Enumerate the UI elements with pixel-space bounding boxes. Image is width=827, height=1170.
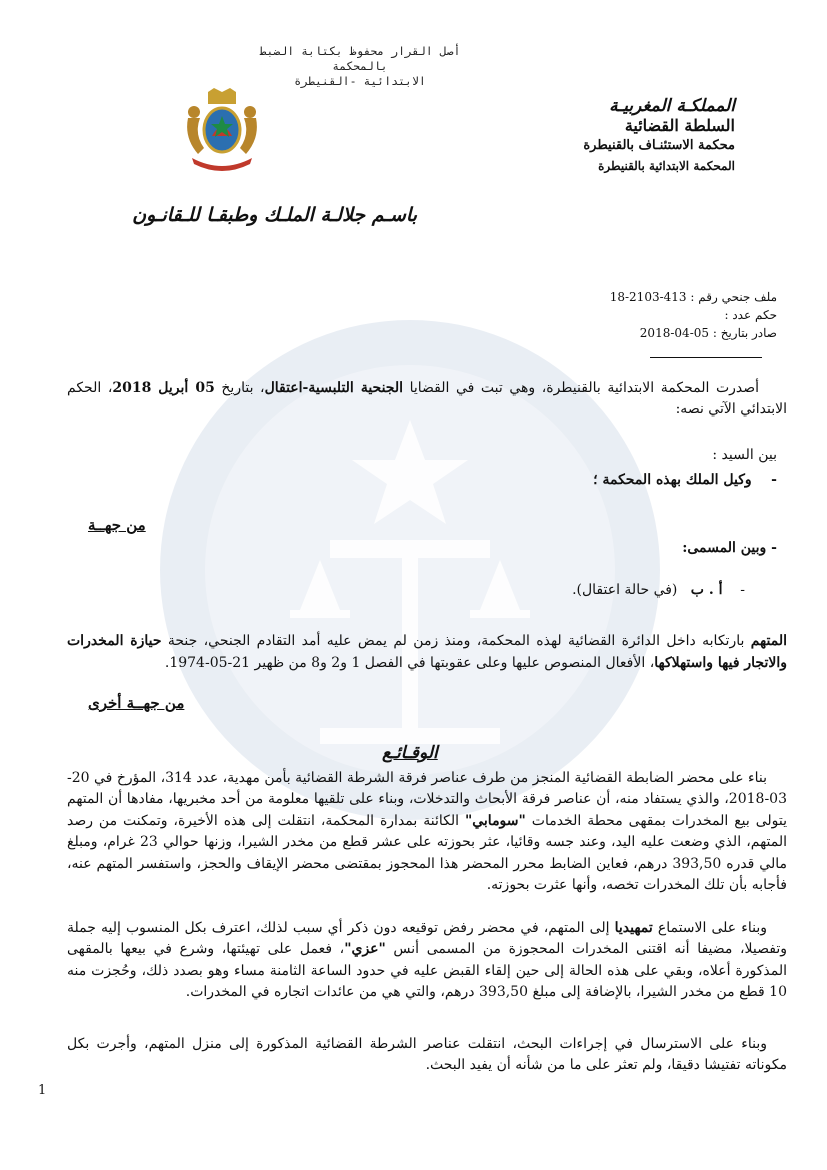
facts-paragraph-2 [67,918,787,1004]
charge-paragraph [67,630,787,674]
intro-text-2: ، بتاريخ [214,380,265,396]
motto: باسـم جلالـة الملـك وطبقـا للـقانـون [132,204,417,226]
charge-offense: حيازة المخدرات والاتجار فيها واستهلاكها [67,633,787,671]
facts-paragraph-1 [67,768,787,896]
archive-note-line1: أصل القرار محفوظ بكتابة الضبط بالمحكمة [259,44,461,73]
authority-title: السلطة القضائية [624,116,735,135]
accused-line: - أ . ب (في حالة اعتقال). [572,582,745,598]
facts-p2-supplier: "عزي" [344,941,386,958]
intro-case-type: الجنحية التلبسية-اعتقال [264,380,404,396]
from-side-label: من جهــة [88,516,146,534]
intro-date: 05 أبريل 2018 [112,380,215,396]
first-instance-court-title: المحكمة الابتدائية بالقنيطرة [598,159,735,173]
intro-text-1: أصدرت المحكمة الابتدائية بالقنيطرة، وهي تبت في القضايا [403,380,760,396]
accused-name: أ . ب [690,582,723,598]
facts-p1-place: "سومابي" [464,812,526,829]
file-info [610,288,777,342]
archive-note-line2: الابتدائية -القنيطرة [294,74,426,88]
other-side-label: من جهــة أخرى [88,694,185,712]
prosecutor-line: - وكيل الملك بهذه المحكمة ؛ [593,472,777,488]
archive-note [230,44,490,89]
facts-title: الوقـائـع [382,743,438,763]
intro-paragraph [67,378,787,420]
judgment-number: حكم عدد : [724,308,777,322]
issue-date: صادر بتاريخ : 05-04-2018 [639,326,777,340]
charge-accused: المتهم [750,633,787,649]
coat-of-arms-icon [178,88,266,172]
file-number: ملف جنحي رقم : 413-2103-18 [609,290,777,304]
kingdom-title: المملكـة المغربيـة [609,96,735,116]
charge-text-2: ، الأفعال المنصوص عليها وعلى عقوبتها في الفصل 1 و2 و8 من ظهير 21-05-1974. [164,655,655,671]
facts-p2-bold: تمهيديا [614,920,653,936]
charge-text-1: بارتكابه داخل الدائرة القضائية لهذه المحكمة، ومنذ زمن لم يمض عليه أمد التقادم الجنحي، جنحة [161,633,751,649]
facts-paragraph-3: وبناء على الاسترسال في إجراءات البحث، انتقلت عناصر الشرطة القضائية المذكورة إلى منزل المتهم، وأجرت بكل مكوناته تفتيشا دقيقا، ولم تعثر على ما من شأنه أن يفيد البحث. [67,1036,787,1074]
facts-p2-text-b: إلى المتهم، في محضر رفض توقيعه دون ذكر أي سبب لذلك، اعترف بكل المنسوب إليه جملة وتفصيلا، مضيفا أنه اقتنى المخدرات المحجوزة من المسمى أنس [67,920,787,958]
facts-p2-text-c: ، فعمل على تهيئتها، وشرع في بيعها بالمقهى المذكورة أعلاه، وبقي على هذه الحالة إلى حين إلقاء القبض عليه في حدود الساعة الثامنة مساء وهو بصدد ذلك، وحُجزت منه 10 قطع من مخدر الشيرا، بالإضافة إلى مبلغ 393,50 درهم، والتي هي من عائدات اتجاره في المخدرات. [67,941,787,1001]
facts-p1-text: بناء على محضر الضابطة القضائية المنجز من طرف عناصر فرقة الشرطة القضائية بأمن مهدية، عدد 314، المؤرخ في 20-03-2018، والذي يستفاد منه، أن عناصر فرقة الأبحاث والتدخلات، وبناء على تلقيها معلومة من أحد مخبريها، مفادها أن المتهم يتولى بيع المخدرات بمقهى محطة الخدمات [67,770,787,829]
page-number: 1 [38,1083,47,1098]
between-label: بين السيد : [712,447,777,463]
prosecutor-name: وكيل الملك بهذه المحكمة ؛ [593,472,752,488]
and-named-line: - وبين المسمى: [682,540,777,556]
court-header [583,96,735,176]
intro-text-3: ، الحكم الابتدائي الآتي نصه: [67,380,787,417]
and-named-label: وبين المسمى: [682,540,767,556]
facts-p1-end: الكائنة بمدارة المحكمة، انتقلت إلى هذه الأخيرة، وتمكنت من رصد المتهم، الذي وضعت عليه اليد، وعند جسه وقائيا، عثر بحوزته على عشر قطع من مخدر الشيرا، وزنها حوالي 23 غرام، ومبلغ مالي قدره 393,50 درهم، فعاين الضابط محرر المحضر هذا المحجوز بمقتضى محضر الإيقاف والحجز، واستفسر المتهم عنه، فأجابه بأن تلك المخدرات تخصه، وأنها عثرت بحوزته. [67,812,787,894]
accused-status: (في حالة اعتقال). [572,582,678,598]
appeal-court-title: محكمة الاستئنـاف بالقنيطرة [583,138,735,153]
file-info-divider [650,357,762,358]
facts-p2-text-a: وبناء على الاستماع [652,920,767,936]
